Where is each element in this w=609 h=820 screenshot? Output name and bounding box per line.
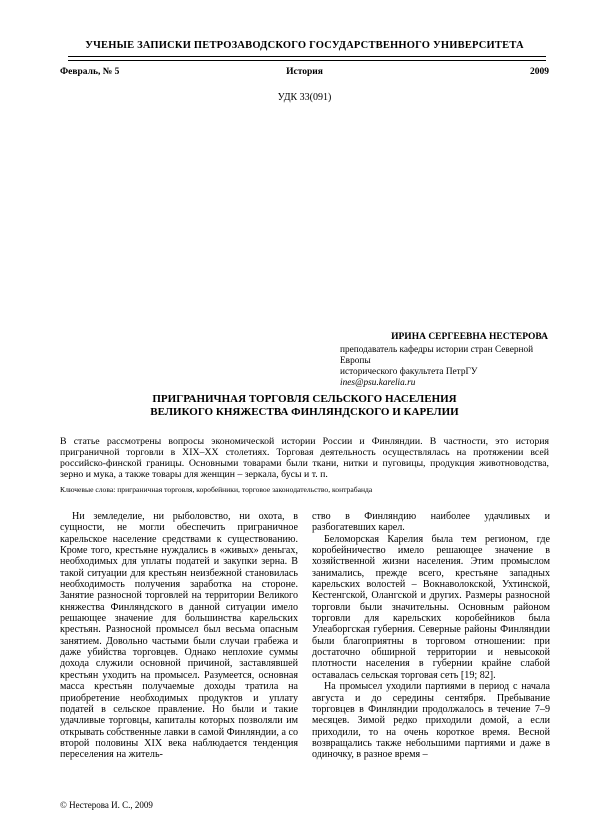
body-column-left (60, 511, 298, 761)
article-title-line2: ВЕЛИКОГО КНЯЖЕСТВА ФИНЛЯНДСКОГО И КАРЕЛИИ (150, 406, 459, 418)
article-title (60, 393, 549, 419)
article-title-line1: ПРИГРАНИЧНАЯ ТОРГОВЛЯ СЕЛЬСКОГО НАСЕЛЕНИЯ (152, 393, 457, 405)
paragraph: Беломорская Карелия была тем регионом, где коробейничество имело решающее значение в хозяйственной жизни населения. Этим промыслом занимались, прежде всего, крестьяне западных карельских волостей – Вокнаволокской, Ухтинской, Кестенгской, Олангской и других. Размеры разносной торговли были значительны. Основным районом торговли для карельских коробейников была Улеаборгская губерния. Северные районы Финляндии были благоприятны в торговом отношении: при достаточно обширной территории и невысокой плотности населения в губернии крайне слабой оставалась сельская торговая сеть [19; 82]. (312, 533, 550, 681)
udk-code: УДК 33(091) (277, 92, 332, 103)
year-label: 2009 (530, 67, 549, 77)
author-position-line2: исторического факультета ПетрГУ (340, 367, 478, 377)
journal-title: УЧЕНЫЕ ЗАПИСКИ ПЕТРОЗАВОДСКОГО ГОСУДАРСТВЕННОГО УНИВЕРСИТЕТА (85, 40, 524, 51)
header-rule-top (68, 56, 546, 57)
abstract: В статье рассмотрены вопросы экономической истории России и Финляндии. В частности, это история приграничной торговли в XIX–XX столетиях. Торговая деятельность осуществлялась на протяжении всей российско-финской границы. Основными товарами были ткани, нитки и пуговицы, продукция животноводства, зерно и мука, а также товары для женщин – зеркала, бусы и т. п. (60, 436, 549, 480)
body-column-right (312, 511, 550, 761)
keywords: Ключевые слова: приграничная торговля, коробейники, торговое законодательство, контрабанда (60, 485, 373, 494)
author-name: ИРИНА СЕРГЕЕВНА НЕСТЕРОВА (391, 332, 548, 342)
paragraph: Ни земледелие, ни рыболовство, ни охота, в сущности, не могли обеспечить приграничное карельское население средствами к существованию. Кроме того, крестьяне нуждались в «живых» деньгах, необходимых для уплаты податей и закупки зерна. В такой ситуации для крестьян неизбежной становилась необходимость получения заработка на стороне. Занятие разносной торговлей на территории Великого княжества Финляндского в данной ситуации имело решающее значение для большинства карельских крестьян. Разносной промысел был весьма опасным занятием. Довольно частыми были случаи грабежа и даже убийства торговцев. Однако неплохие суммы дохода служили основной причиной, заставлявшей крестьян уходить на промысел. Разумеется, основная масса крестьян получаемые доходы тратила на приобретение необходимых продуктов и уплату податей в сельское правление. Но были и такие удачливые торговцы, капиталы которых позволяли им открывать собственные лавки в самой Финляндии, а со второй половины XIX века наблюдается тенденция переселения на житель- (60, 511, 298, 761)
paragraph: ство в Финляндию наиболее удачливых и разбогатевших карел. (312, 511, 550, 534)
copyright: © Нестерова И. С., 2009 (60, 800, 153, 810)
author-position-line1: преподаватель кафедры истории стран Северной Европы (340, 345, 534, 366)
header-rule-bottom (68, 60, 546, 61)
author-affiliation (340, 345, 560, 389)
author-email: ines@psu.karelia.ru (340, 378, 416, 388)
issue-label: Февраль, № 5 (60, 67, 120, 77)
section-label: История (286, 67, 323, 77)
paragraph: На промысел уходили партиями в период с начала августа и до середины сентября. Пребывание торговцев в Финляндии продолжалось в течение 7–9 месяцев. Зимой редко приходили домой, а если приходили, то на очень короткое время. Весной возвращались также небольшими партиями и даже в одиночку, в разное время – (312, 681, 550, 761)
